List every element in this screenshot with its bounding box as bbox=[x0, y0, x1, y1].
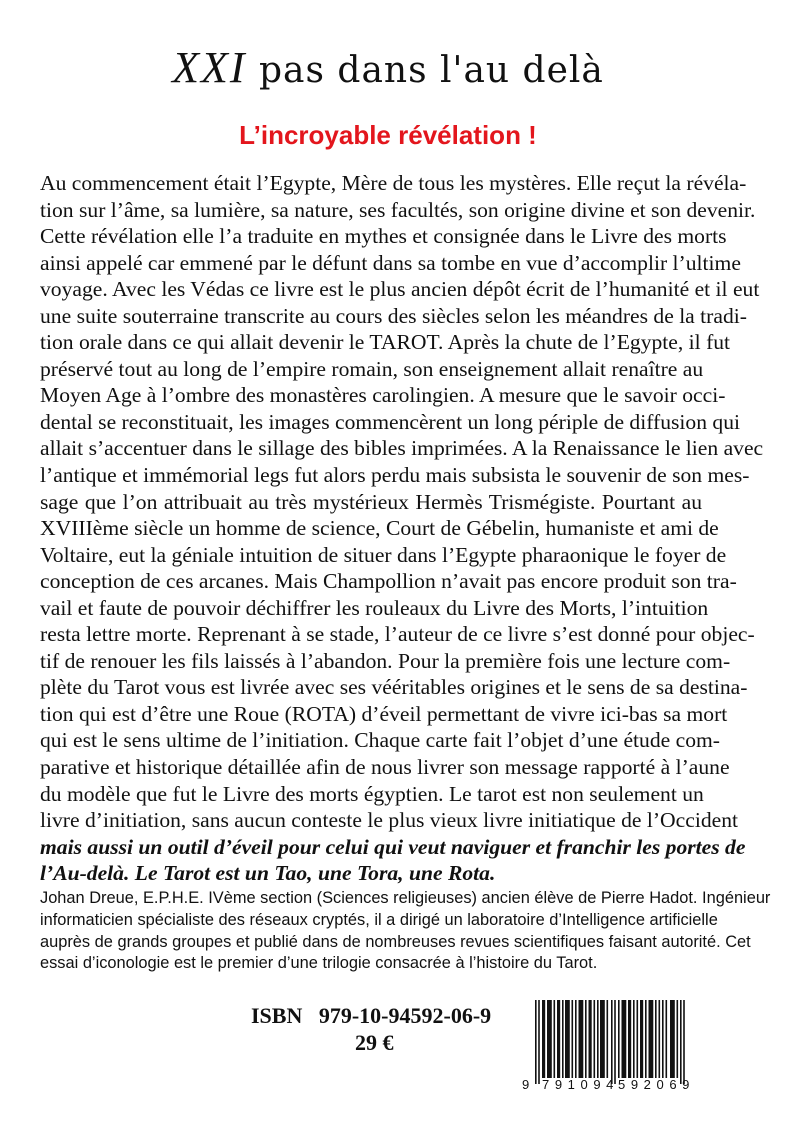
blurb-line: une suite souterraine transcrite au cours des siècles selon les méandres de la tradi- bbox=[40, 303, 747, 328]
blurb-line: tif de renouer les fils laissés à l’abandon. Pour la première fois une lecture com- bbox=[40, 648, 731, 673]
blurb-line: allait s’accentuer dans le sillage des bibles imprimées. A la Renaissance le lien avec bbox=[40, 436, 764, 461]
book-title bbox=[0, 42, 782, 93]
blurb-line: parative et historique détaillée afin de nous livrer son message rapporté à l’aune bbox=[40, 755, 730, 780]
blurb-line: plète du Tarot vous est livrée avec ses vééritables origines et le sens de sa destina- bbox=[40, 675, 748, 700]
bio-line: essai d’iconologie est le premier d’une trilogie consacrée à l’histoire du Tarot. bbox=[40, 954, 598, 973]
blurb-line: du modèle que fut le Livre des morts égyptien. Le tarot est non seulement un bbox=[40, 781, 704, 806]
blurb-line: Moyen Age à l’ombre des monastères carolingien. A mesure que le savoir occi- bbox=[40, 383, 726, 408]
title-text: pas dans l'au delà bbox=[246, 50, 604, 91]
blurb-line: qui est le sens ultime de l’initiation. Chaque carte fait l’objet d’une étude com- bbox=[40, 728, 720, 753]
title-numeral: XXI bbox=[172, 43, 247, 92]
bio-line: auprès de grands groupes et publié dans de nombreuses revues scientifiques faisant autorité. Cet bbox=[40, 932, 751, 951]
blurb-line: conception de ces arcanes. Mais Champollion n’avait pas encore produit son tra- bbox=[40, 569, 737, 594]
barcode-left-digits: 791094 bbox=[542, 1077, 619, 1092]
tagline: L’incroyable révélation ! bbox=[239, 120, 537, 150]
blurb-line: ainsi appelé car emmené par le défunt dans sa tombe en vue d’accomplir l’ultime bbox=[40, 250, 741, 275]
blurb-line: tion sur l’âme, sa lumière, sa nature, ses facultés, son origine divine et son devenir. bbox=[40, 197, 756, 222]
blurb-line: préservé tout au long de l’empire romain, son enseignement allait renaître au bbox=[40, 356, 704, 381]
blurb-line: tion orale dans ce qui allait devenir le TAROT. Après la chute de l’Egypte, il fut bbox=[40, 330, 731, 355]
blurb-line: sage que l’on attribuait au très mystérieux Hermès Trismégiste. Pourtant au bbox=[40, 489, 702, 514]
isbn-label: ISBN bbox=[251, 1003, 303, 1028]
blurb-line: voyage. Avec les Védas ce livre est le plus ancien dépôt écrit de l’humanité et il eut bbox=[40, 277, 760, 302]
barcode-right-digits: 592069 bbox=[618, 1077, 695, 1092]
blurb-emphasis-line: l’Au-delà. Le Tarot est un Tao, une Tora, une Rota. bbox=[40, 861, 496, 886]
blurb-line: Cette révélation elle l’a traduite en mythes et consignée dans le Livre des morts bbox=[40, 224, 727, 249]
barcode-lead-digit: 9 bbox=[522, 1077, 535, 1092]
blurb-line: Voltaire, eut la géniale intuition de situer dans l’Egypte pharaonique le foyer de bbox=[40, 542, 727, 567]
price: 29 € bbox=[355, 1030, 394, 1055]
bio-line: Johan Dreue, E.P.H.E. IVème section (Sciences religieuses) ancien élève de Pierre Hadot. Ingénieur bbox=[40, 889, 771, 907]
isbn bbox=[251, 1003, 491, 1029]
blurb-emphasis-line: mais aussi un outil d’éveil pour celui qui veut naviguer et franchir les portes de bbox=[40, 834, 746, 859]
blurb-line: l’antique et immémorial legs fut alors perdu mais subsista le souvenir de son mes- bbox=[40, 463, 750, 488]
bio-line: informaticien spécialiste des réseaux cryptés, il a dirigé un laboratoire d’Intelligence artificielle bbox=[40, 910, 718, 929]
blurb-line: tion qui est d’être une Roue (ROTA) d’éveil permettant de vivre ici-bas sa mort bbox=[40, 701, 728, 726]
blurb-line: XVIIIème siècle un homme de science, Court de Gébelin, humaniste et ami de bbox=[40, 516, 719, 541]
blurb-line: livre d’initiation, sans aucun conteste le plus vieux livre initiatique de l’Occident bbox=[40, 808, 739, 833]
blurb-line: vail et faute de pouvoir déchiffrer les rouleaux du Livre des Morts, l’intuition bbox=[40, 595, 709, 620]
blurb-paragraph bbox=[40, 170, 764, 887]
blurb-line: Au commencement était l’Egypte, Mère de tous les mystères. Elle reçut la révéla- bbox=[40, 171, 747, 195]
blurb-line: dental se reconstituait, les images commencèrent un long périple de diffusion qui bbox=[40, 409, 741, 434]
author-bio bbox=[40, 888, 771, 975]
isbn-value: 979-10-94592-06-9 bbox=[318, 1003, 492, 1028]
blurb-line: resta lettre morte. Reprenant à se stade, l’auteur de ce livre s’est donné pour objec- bbox=[40, 622, 755, 647]
